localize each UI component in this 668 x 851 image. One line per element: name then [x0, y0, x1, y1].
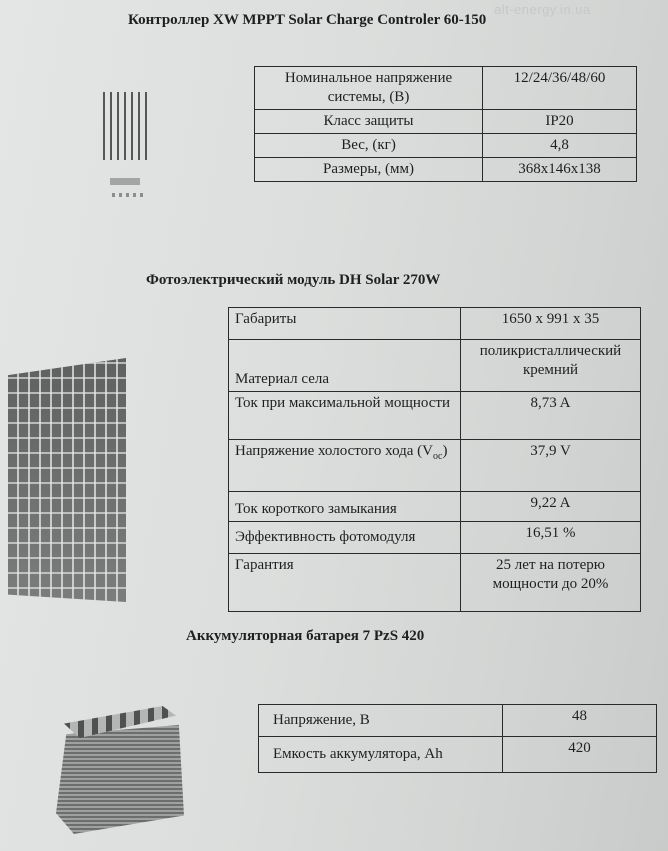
spec-label: Эффективность фотомодуля	[229, 522, 461, 554]
spec-value: IP20	[483, 110, 637, 134]
controller-fin	[131, 92, 133, 160]
spec-label: Номинальное напряжение системы, (В)	[255, 67, 483, 110]
battery-spec-table	[258, 704, 657, 773]
controller-fin	[124, 92, 126, 160]
module-spec-table	[228, 307, 641, 612]
spec-value: 420	[503, 737, 657, 773]
spec-label: Ток короткого замыкания	[229, 492, 461, 522]
spec-label: Класс защиты	[255, 110, 483, 134]
table-row	[255, 110, 637, 134]
table-row	[255, 67, 637, 110]
spec-value: 368x146x138	[483, 158, 637, 182]
controller-fin	[110, 92, 112, 160]
spec-label: Гарантия	[229, 554, 461, 612]
spec-value: 37,9 V	[461, 440, 641, 492]
controller-fin	[145, 92, 147, 160]
charge-controller-image	[100, 92, 152, 160]
spec-label: Габариты	[229, 308, 461, 340]
spec-label-text: Напряжение холостого хода (V	[235, 443, 434, 459]
spec-label: Ток при максимальной мощности	[229, 392, 461, 440]
spec-value: 48	[503, 705, 657, 737]
table-row	[229, 554, 641, 612]
table-row	[259, 705, 657, 737]
spec-label: Размеры, (мм)	[255, 158, 483, 182]
table-row	[255, 158, 637, 182]
table-row	[229, 492, 641, 522]
table-row	[255, 134, 637, 158]
spec-label: Напряжение, В	[259, 705, 503, 737]
spec-value: 1650 x 991 x 35	[461, 308, 641, 340]
spec-value: 12/24/36/48/60	[483, 67, 637, 110]
spec-value: 8,73 A	[461, 392, 641, 440]
table-row	[259, 737, 657, 773]
controller-title: Контроллер XW MPPT Solar Charge Controler 60-150	[128, 12, 487, 28]
module-title: Фотоэлектрический модуль DH Solar 270W	[146, 272, 441, 288]
spec-value: 25 лет на потерю мощности до 20%	[461, 554, 641, 612]
spec-label: Вес, (кг)	[255, 134, 483, 158]
spec-value: 16,51 %	[461, 522, 641, 554]
spec-label-end: )	[442, 443, 448, 459]
spec-value: поликристаллический кремний	[461, 340, 641, 392]
table-row	[229, 340, 641, 392]
spec-value: 9,22 A	[461, 492, 641, 522]
table-row	[229, 392, 641, 440]
table-row	[229, 440, 641, 492]
controller-connector-image	[110, 178, 140, 185]
spec-label: Материал села	[229, 340, 461, 392]
solar-panel-image	[8, 358, 126, 602]
controller-terminal-image	[112, 193, 146, 197]
controller-fin	[103, 92, 105, 160]
spec-label-subscript: oc	[433, 451, 443, 462]
controller-fin	[117, 92, 119, 160]
table-row	[229, 522, 641, 554]
table-row	[229, 308, 641, 340]
watermark: alt-energy.in.ua	[494, 2, 591, 17]
battery-title: Аккумуляторная батарея 7 PzS 420	[186, 628, 425, 644]
spec-value: 4,8	[483, 134, 637, 158]
spec-label: Емкость аккумулятора, Ah	[259, 737, 503, 773]
battery-image	[56, 718, 184, 834]
controller-spec-table	[254, 66, 637, 182]
controller-fin	[138, 92, 140, 160]
spec-label	[229, 440, 461, 492]
